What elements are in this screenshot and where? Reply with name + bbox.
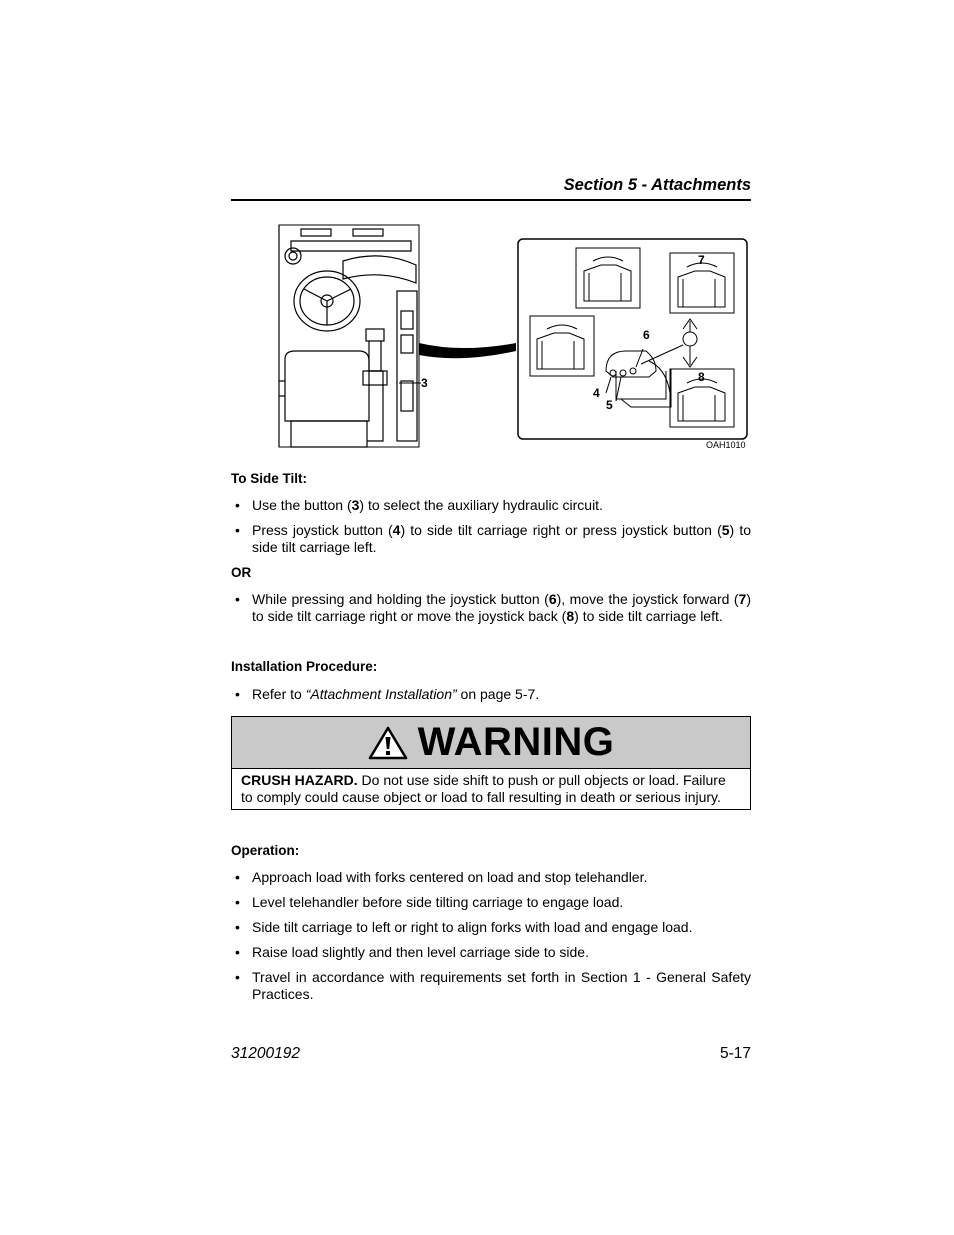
cross-reference-link[interactable]: “Attachment Installation” <box>305 686 457 702</box>
page-number: 5-17 <box>719 1045 751 1062</box>
callout-8-label: 8 <box>698 370 705 384</box>
cab-controls-illustration <box>271 221 751 453</box>
list-item: • Travel in accordance with requirements set forth in Section 1 - General Safety Practices. <box>235 969 751 1002</box>
header-divider <box>231 199 751 201</box>
warning-header <box>232 717 750 769</box>
section-title: Section 5 - Attachments <box>563 176 751 194</box>
figure-code: OAH1010 <box>706 440 746 450</box>
side-tilt-heading: To Side Tilt: <box>231 471 307 486</box>
list-item: • Raise load slightly and then level carriage side to side. <box>235 944 589 960</box>
callout-5-label: 5 <box>606 398 613 412</box>
list-item: • Refer to “Attachment Installation” on page 5-7. <box>235 686 540 702</box>
list-item: • Side tilt carriage to left or right to align forks with load and engage load. <box>235 919 693 935</box>
warning-title: WARNING <box>417 720 615 764</box>
callout-6-label: 6 <box>643 328 650 342</box>
callout-3-label: 3 <box>421 376 428 390</box>
warning-triangle-icon <box>368 726 408 760</box>
warning-text: CRUSH HAZARD. Do not use side shift to push or pull objects or load. Failure to comply could cause object or load to fall resulting in death or serious injury. <box>241 772 726 805</box>
list-item: • Level telehandler before side tilting carriage to engage load. <box>235 894 624 910</box>
list-item: • Approach load with forks centered on load and stop telehandler. <box>235 869 648 885</box>
document-number: 31200192 <box>231 1045 300 1062</box>
or-label: OR <box>231 565 252 580</box>
callout-4-label: 4 <box>593 386 600 400</box>
callout-7-label: 7 <box>698 253 705 267</box>
list-item: • While pressing and holding the joystick button (6), move the joystick forward (7) to side tilt carriage right or move the joystick back (8) to side tilt carriage left. <box>235 591 752 624</box>
installation-heading: Installation Procedure: <box>231 659 378 674</box>
list-item: • Press joystick button (4) to side tilt carriage right or press joystick button (5) to side tilt carriage left. <box>235 522 751 555</box>
operation-heading: Operation: <box>231 843 300 858</box>
list-item: • Use the button (3) to select the auxiliary hydraulic circuit. <box>235 497 603 513</box>
warning-box <box>231 716 751 810</box>
